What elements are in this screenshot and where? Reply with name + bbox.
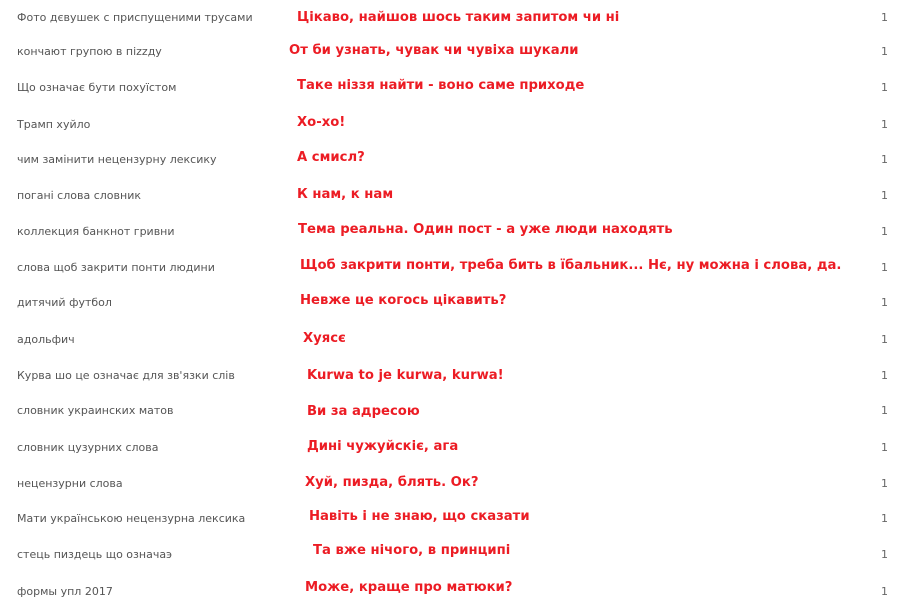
query-count: 1	[881, 118, 888, 131]
search-query-text: дитячий футбол	[17, 296, 112, 309]
query-count: 1	[881, 225, 888, 238]
search-query-text: адольфич	[17, 333, 75, 346]
search-query-text: нецензурни слова	[17, 477, 123, 490]
query-count: 1	[881, 477, 888, 490]
search-query-text: погані слова словник	[17, 189, 141, 202]
red-annotation-comment: Хуй, пизда, блять. Ок?	[305, 475, 479, 490]
query-count: 1	[881, 512, 888, 525]
search-query-text: стець пиздець що означаэ	[17, 548, 173, 561]
red-annotation-comment: От би узнать, чувак чи чувіха шукали	[289, 43, 579, 58]
red-annotation-comment: Таке ніззя найти - воно саме приходе	[297, 78, 585, 93]
query-count: 1	[881, 404, 888, 417]
query-count: 1	[881, 548, 888, 561]
query-row	[0, 393, 900, 429]
query-count: 1	[881, 369, 888, 382]
query-count: 1	[881, 45, 888, 58]
red-annotation-comment: Хо-хо!	[297, 115, 346, 130]
search-query-text: чим замінити нецензурну лексику	[17, 153, 217, 166]
red-annotation-comment: Та вже нічого, в принципі	[313, 543, 511, 558]
query-row	[0, 178, 900, 214]
search-query-text: Трамп хуйло	[17, 118, 91, 131]
red-annotation-comment: Навіть і не знаю, що сказати	[309, 509, 530, 524]
query-count: 1	[881, 81, 888, 94]
red-annotation-comment: Хуясє	[303, 331, 346, 346]
query-row	[0, 322, 900, 358]
query-row	[0, 107, 900, 143]
search-query-text: Фото дєвушек с приспущеними трусами	[17, 11, 253, 24]
search-query-text: формы упл 2017	[17, 585, 113, 598]
query-row	[0, 142, 900, 178]
search-query-text: Курва шо це означає для зв'язки слів	[17, 369, 235, 382]
red-annotation-comment: А смисл?	[297, 150, 365, 165]
red-annotation-comment: Ви за адресою	[307, 404, 420, 419]
query-count: 1	[881, 296, 888, 309]
query-count: 1	[881, 189, 888, 202]
red-annotation-comment: Тема реальна. Один пост - а уже люди находять	[298, 222, 673, 237]
red-annotation-comment: Щоб закрити понти, треба бить в їбальник... Нє, ну можна і слова, да.	[300, 258, 842, 273]
red-annotation-comment: Невже це когось цікавить?	[300, 293, 507, 308]
search-query-text: Мати українською нецензурна лексика	[17, 512, 246, 525]
red-annotation-comment: Kurwa to je kurwa, kurwa!	[307, 368, 504, 383]
red-annotation-comment: Дині чужуйскіє, ага	[307, 439, 459, 454]
search-query-text: слова щоб закрити понти людини	[17, 261, 215, 274]
query-count: 1	[881, 441, 888, 454]
query-count: 1	[881, 261, 888, 274]
red-annotation-comment: К нам, к нам	[297, 187, 394, 202]
search-query-text: коллекция банкнот гривни	[17, 225, 175, 238]
search-query-text: кончают групою в пizzду	[17, 45, 162, 58]
query-count: 1	[881, 11, 888, 24]
search-query-text: словник украинских матов	[17, 404, 174, 417]
search-query-text: словник цузурних слова	[17, 441, 159, 454]
query-count: 1	[881, 153, 888, 166]
search-query-text: Що означає бути похуїстом	[17, 81, 177, 94]
query-count: 1	[881, 333, 888, 346]
red-annotation-comment: Може, краще про матюки?	[305, 580, 513, 595]
query-count: 1	[881, 585, 888, 598]
red-annotation-comment: Цікаво, найшов шось таким запитом чи ні	[297, 10, 620, 25]
